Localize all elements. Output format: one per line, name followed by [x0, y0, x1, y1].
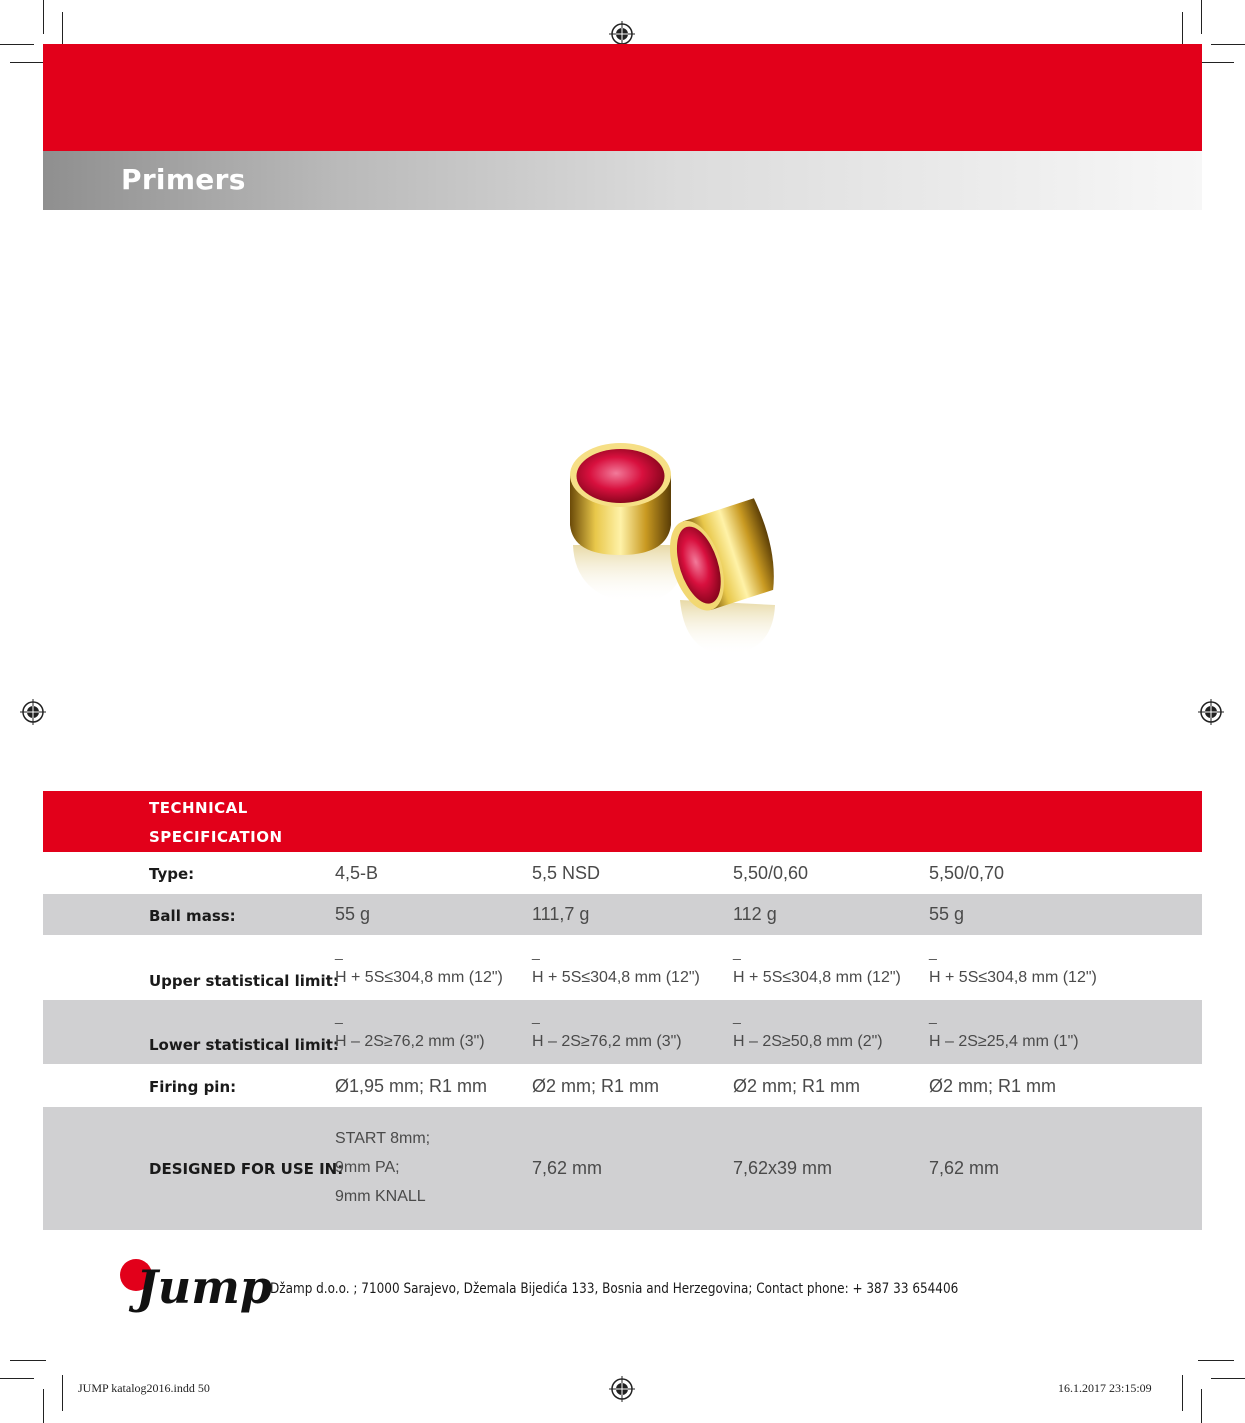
table-cell: Ø1,95 mm; R1 mm — [335, 1076, 488, 1096]
crop-mark — [10, 1360, 46, 1361]
overbar: _ — [733, 944, 741, 960]
crop-mark — [43, 1389, 44, 1423]
table-cell: Ø2 mm; R1 mm — [733, 1076, 861, 1096]
cell-value: H + 5S≤304,8 mm (12") — [335, 969, 503, 986]
crop-mark — [62, 12, 63, 48]
overbar: _ — [929, 944, 937, 960]
table-row-firing-pin — [43, 1064, 1202, 1107]
crop-mark — [1182, 12, 1183, 48]
spec-heading-line1: TECHNICAL — [149, 799, 248, 817]
table-cell: 111,7 g — [532, 904, 590, 924]
crop-mark — [1182, 1375, 1183, 1411]
overbar: _ — [532, 944, 540, 960]
logo-wordmark: Jump — [136, 1260, 273, 1314]
header-red-band — [43, 44, 1202, 151]
spec-heading-line2: SPECIFICATION — [149, 828, 283, 846]
row-label: Type: — [149, 865, 195, 883]
table-cell: Ø2 mm; R1 mm — [929, 1076, 1057, 1096]
registration-mark-icon — [20, 699, 46, 725]
registration-mark-icon — [1198, 699, 1224, 725]
table-cell — [532, 945, 700, 992]
table-cell: 5,5 NSD — [532, 863, 601, 883]
spec-table-header — [43, 791, 1202, 852]
cell-value: H – 2S≥50,8 mm (2") — [733, 1033, 883, 1050]
crop-mark — [1198, 1360, 1234, 1361]
slug-file-info: JUMP katalog2016.indd 50 — [78, 1381, 210, 1395]
cell-line: START 8mm; — [335, 1130, 431, 1147]
row-label: Firing pin: — [149, 1078, 237, 1096]
table-row-lower-limit — [43, 1000, 1202, 1064]
jump-logo — [118, 1245, 273, 1317]
table-cell — [733, 945, 901, 992]
table-cell: 7,62x39 mm — [733, 1158, 833, 1178]
slug-timestamp: 16.1.2017 23:15:09 — [1058, 1381, 1152, 1395]
crop-mark — [62, 1375, 63, 1411]
spec-table — [43, 791, 1202, 1230]
cell-line: 9mm KNALL — [335, 1188, 426, 1205]
crop-mark — [1211, 1378, 1245, 1379]
table-cell — [335, 1124, 430, 1211]
page-title: Primers — [121, 163, 246, 196]
registration-mark-icon — [609, 1376, 635, 1402]
company-address: Džamp d.o.o. ; 71000 Sarajevo, Džemala Bijedića 133, Bosnia and Herzegovina; Contact phone: + 387 33 654406 — [270, 1281, 959, 1297]
row-label: DESIGNED FOR USE IN: — [149, 1160, 344, 1178]
table-cell — [929, 1009, 1079, 1056]
overbar: _ — [335, 944, 343, 960]
title-bar — [43, 151, 1202, 210]
overbar: _ — [532, 1008, 540, 1024]
row-label: Upper statistical limit: — [149, 972, 339, 990]
table-cell: 55 g — [335, 904, 371, 924]
table-cell — [335, 1009, 485, 1056]
table-cell: 112 g — [733, 904, 777, 924]
cell-value: H – 2S≥25,4 mm (1") — [929, 1033, 1079, 1050]
table-cell: 4,5-B — [335, 863, 379, 883]
cell-value: H + 5S≤304,8 mm (12") — [929, 969, 1097, 986]
cell-line: 9mm PA; — [335, 1159, 400, 1176]
table-cell: 5,50/0,60 — [733, 863, 809, 883]
crop-mark — [1198, 62, 1234, 63]
crop-mark — [1201, 0, 1202, 34]
cell-value: H + 5S≤304,8 mm (12") — [532, 969, 700, 986]
table-cell — [929, 945, 1097, 992]
overbar: _ — [733, 1008, 741, 1024]
table-cell: 7,62 mm — [929, 1158, 1000, 1178]
crop-mark — [1201, 1389, 1202, 1423]
table-cell — [335, 945, 503, 992]
crop-mark — [10, 62, 46, 63]
crop-mark — [43, 0, 44, 34]
table-cell: 55 g — [929, 904, 965, 924]
overbar: _ — [335, 1008, 343, 1024]
table-row-upper-limit — [43, 935, 1202, 1000]
overbar: _ — [929, 1008, 937, 1024]
row-label: Ball mass: — [149, 907, 236, 925]
cell-value: H – 2S≥76,2 mm (3") — [532, 1033, 682, 1050]
primer-caps-image — [545, 425, 795, 675]
cell-value: H – 2S≥76,2 mm (3") — [335, 1033, 485, 1050]
cell-value: H + 5S≤304,8 mm (12") — [733, 969, 901, 986]
table-row-type — [43, 852, 1202, 894]
table-cell: Ø2 mm; R1 mm — [532, 1076, 660, 1096]
row-label: Lower statistical limit: — [149, 1036, 339, 1054]
table-cell — [733, 1009, 883, 1056]
table-row-ball-mass — [43, 894, 1202, 935]
crop-mark — [1211, 44, 1245, 45]
table-row-designed-for — [43, 1107, 1202, 1230]
crop-mark — [0, 1378, 34, 1379]
table-cell: 7,62 mm — [532, 1158, 603, 1178]
crop-mark — [0, 44, 34, 45]
table-cell — [532, 1009, 682, 1056]
table-cell: 5,50/0,70 — [929, 863, 1005, 883]
